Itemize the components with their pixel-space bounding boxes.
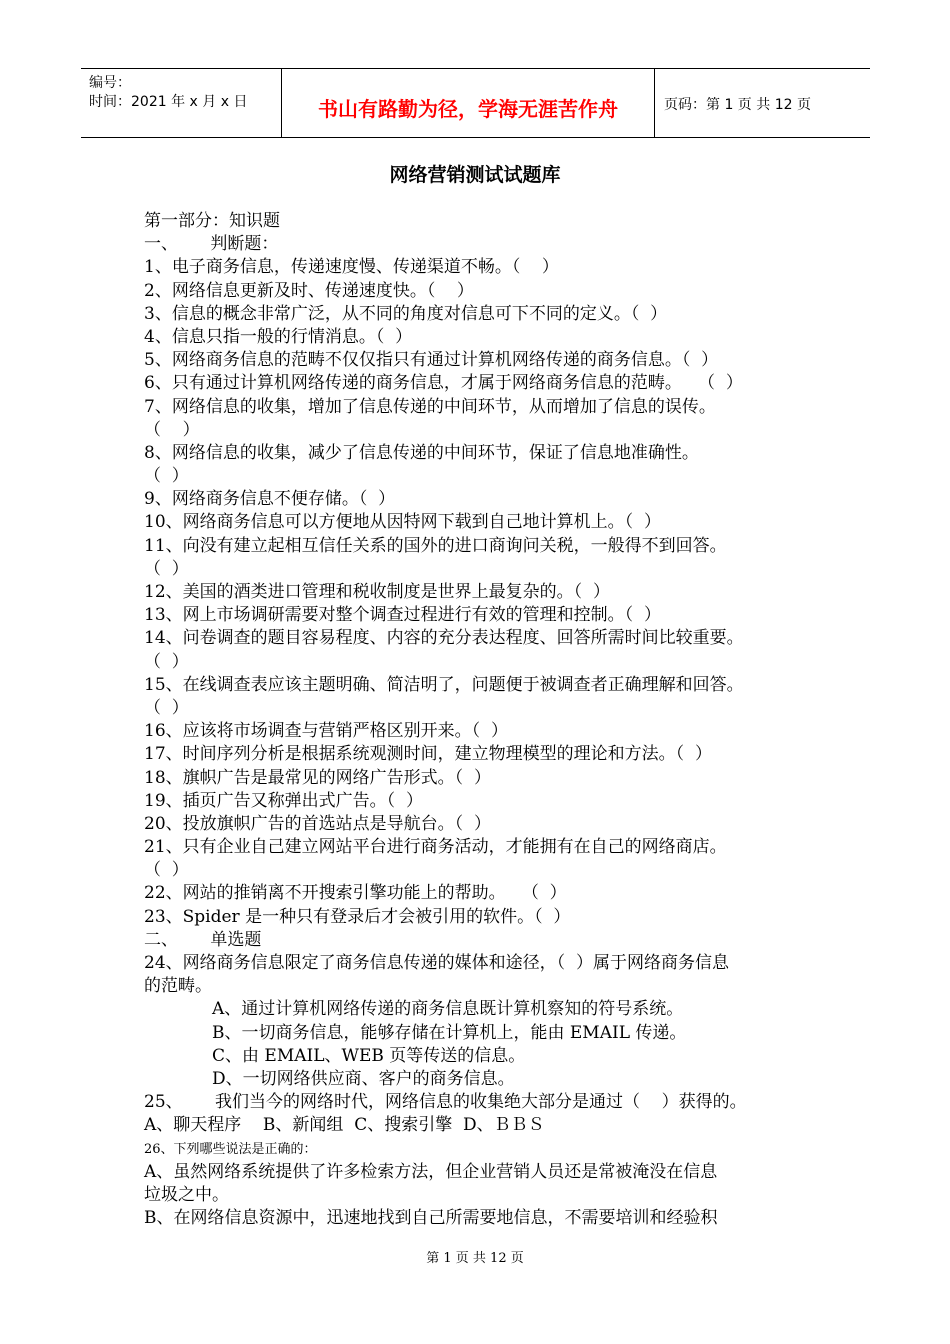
- text-line: 垃圾之中。: [144, 1184, 229, 1205]
- page-code: 页码：第 1 页 共 12 页: [664, 97, 811, 113]
- text-line: 4、信息只指一般的行情消息。（ ）: [144, 326, 413, 347]
- motto-text: 书山有路勤为径，学海无涯苦作舟: [318, 97, 618, 121]
- text-line: 18、旗帜广告是最常见的网络广告形式。（ ）: [144, 767, 491, 788]
- text-line: 10、网络商务信息可以方便地从因特网下载到自己地计算机上。（ ）: [144, 512, 661, 533]
- doc-code-label: 编号：: [89, 75, 131, 91]
- text-line: A、通过计算机网络传递的商务信息既计算机察知的符号系统。: [212, 999, 684, 1020]
- text-line: 第一部分：知识题: [144, 211, 280, 231]
- text-line: （ ）: [144, 558, 189, 579]
- text-line: B、在网络信息资源中，迅速地找到自己所需要地信息，不需要培训和经验积: [144, 1208, 718, 1229]
- text-line: 13、网上市场调研需要对整个调查过程进行有效的管理和控制。（ ）: [144, 605, 661, 626]
- text-line: 一、 判断题：: [144, 234, 279, 255]
- text-line: （ ）: [144, 466, 189, 487]
- page-footer: 第 1 页 共 12 页: [426, 1251, 524, 1266]
- text-line: 二、 单选题: [144, 929, 262, 950]
- text-line: 24、网络商务信息限定了商务信息传递的媒体和途径，（ ）属于网络商务信息: [144, 953, 729, 973]
- text-line: （ ）: [144, 651, 189, 672]
- text-line: 的范畴。: [144, 976, 212, 997]
- doc-time-label: 时间：2021 年 x 月 x 日: [89, 94, 248, 110]
- text-line: A、聊天程序 B、新闻组 C、搜索引擎 D、ＢＢＳ: [144, 1115, 545, 1136]
- text-line: 6、只有通过计算机网络传递的商务信息，才属于网络商务信息的范畴。 （ ）: [144, 373, 743, 394]
- text-line: D、一切网络供应商、客户的商务信息。: [212, 1068, 515, 1089]
- text-line: A、虽然网络系统提供了许多检索方法，但企业营销人员还是常被淹没在信息: [144, 1161, 718, 1182]
- text-line: 8、网络信息的收集，减少了信息传递的中间环节，保证了信息地准确性。: [144, 442, 699, 463]
- text-line: 3、信息的概念非常广泛，从不同的角度对信息可下不同的定义。（ ）: [144, 303, 668, 324]
- text-line: （ ）: [144, 419, 200, 440]
- header-meta-cell: [81, 69, 281, 137]
- text-line: 14、问卷调查的题目容易程度、内容的充分表达程度、回答所需时间比较重要。: [144, 628, 744, 649]
- text-line: 22、网站的推销离不开搜索引擎功能上的帮助。 （ ）: [144, 883, 567, 904]
- text-line: 19、插页广告又称弹出式广告。（ ）: [144, 790, 423, 811]
- text-line: B、一切商务信息，能够存储在计算机上，能由 EMAIL 传递。: [212, 1022, 687, 1043]
- text-line: 5、网络商务信息的范畴不仅仅指只有通过计算机网络传递的商务信息。（ ）: [144, 350, 719, 371]
- text-line: 9、网络商务信息不便存储。（ ）: [144, 489, 396, 510]
- text-line: 2、网络信息更新及时、传递速度快。（ ）: [144, 280, 474, 301]
- text-line: 26、下列哪些说法是正确的：: [144, 1141, 317, 1157]
- question-list: [144, 210, 814, 1230]
- text-line: 12、美国的酒类进口管理和税收制度是世界上最复杂的。（ ）: [144, 582, 610, 602]
- document-title: 网络营销测试试题库: [389, 164, 561, 186]
- text-line: 21、只有企业自己建立网站平台进行商务活动，才能拥有在自己的网络商店。: [144, 837, 727, 858]
- text-line: 15、在线调查表应该主题明确、简洁明了，问题便于被调查者正确理解和回答。: [144, 674, 744, 695]
- text-line: 16、应该将市场调查与营销严格区别开来。（ ）: [144, 721, 508, 742]
- text-line: （ ）: [144, 697, 189, 718]
- text-line: 7、网络信息的收集，增加了信息传递的中间环节，从而增加了信息的误传。: [144, 396, 716, 417]
- text-line: 17、时间序列分析是根据系统观测时间，建立物理模型的理论和方法。（ ）: [144, 744, 712, 765]
- page-header: [81, 68, 870, 138]
- text-line: 25、 我们当今的网络时代，网络信息的收集绝大部分是通过（ ）获得的。: [144, 1092, 747, 1113]
- text-line: （ ）: [144, 860, 189, 881]
- header-page-cell: [654, 69, 870, 137]
- header-motto-cell: [281, 69, 655, 137]
- text-line: C、由 EMAIL、WEB 页等传送的信息。: [212, 1045, 526, 1066]
- text-line: 1、电子商务信息，传递速度慢、传递渠道不畅。（ ）: [144, 257, 559, 278]
- text-line: 20、投放旗帜广告的首选站点是导航台。（ ）: [144, 813, 491, 834]
- text-line: 23、Spider 是一种只有登录后才会被引用的软件。（ ）: [144, 906, 571, 927]
- text-line: 11、向没有建立起相互信任关系的国外的进口商询问关税，一般得不到回答。: [144, 535, 727, 556]
